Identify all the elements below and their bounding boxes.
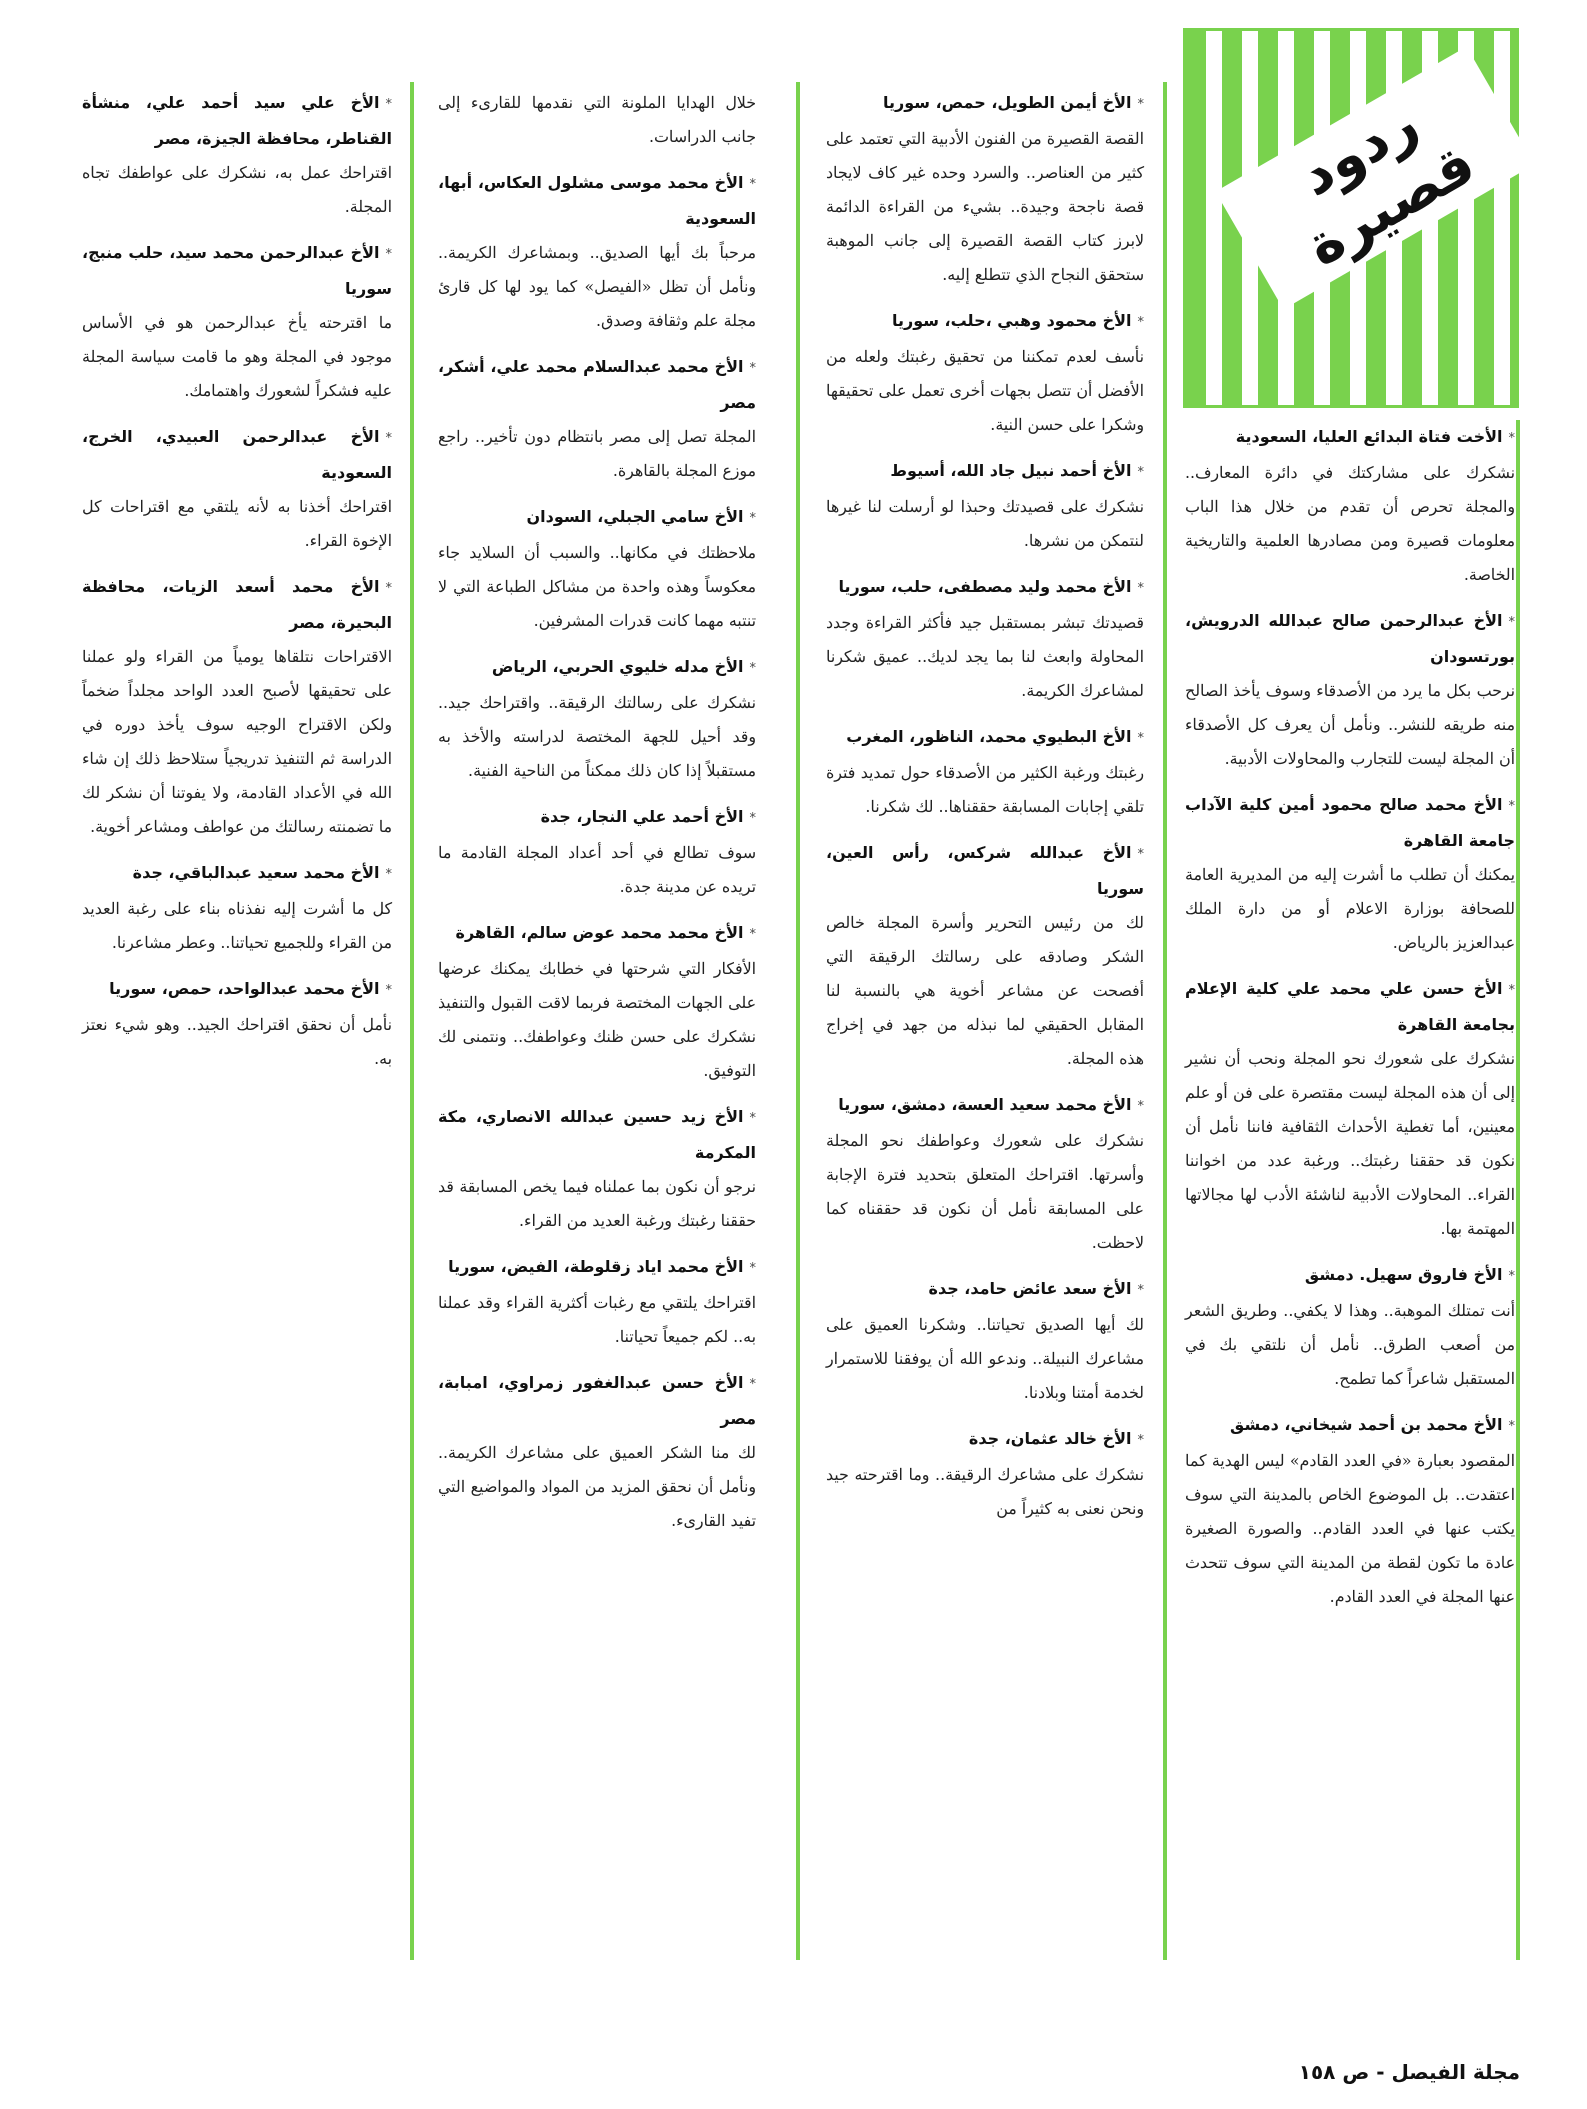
reply-text: نشكرك على قصيدتك وحبذا لو أرسلت لنا غيرها لنتمكن من نشرها.: [826, 497, 1144, 550]
reply-recipient: [826, 304, 1144, 340]
reply-recipient: [1185, 420, 1515, 456]
recipient-name: الأخ خالد عثمان، جدة: [968, 1429, 1132, 1448]
column-divider: [796, 82, 800, 1960]
asterisk-icon: *: [1137, 1099, 1144, 1114]
asterisk-icon: *: [1137, 465, 1144, 480]
reply-text: نشكرك على رسالتك الرقيقة.. واقتراحك جيد.. وقد أحيل للجهة المختصة لدراسته والأخذ به مستقبلاً إذا كان ذلك ممكناً من الناحية الفنية.: [438, 693, 756, 780]
recipient-name: الأخ محمد عبدالسلام محمد علي، أشكر، مصر: [438, 357, 756, 412]
asterisk-icon: *: [1137, 315, 1144, 330]
recipient-name: الأخ عبدالرحمن محمد سيد، حلب منبج، سوريا: [82, 243, 392, 298]
recipient-name: الأخ البطيوي محمد، الناظور، المغرب: [846, 727, 1132, 746]
letter-reply: [826, 1272, 1144, 1410]
reply-recipient: [1185, 972, 1515, 1042]
asterisk-icon: *: [385, 431, 392, 446]
reply-recipient: [1185, 604, 1515, 674]
letter-reply: [826, 1422, 1144, 1526]
reply-recipient: [826, 86, 1144, 122]
recipient-name: الأخ محمد سعيد العسة، دمشق، سوريا: [838, 1095, 1132, 1114]
text-column-2: [826, 86, 1144, 1538]
reply-recipient: [82, 236, 392, 306]
letter-reply: [82, 86, 392, 224]
letter-reply: [438, 1250, 756, 1354]
reply-text: نشكرك على شعورك نحو المجلة ونحب أن نشير إلى أن هذه المجلة ليست مقتصرة على فن أو علم معينين، أما تغطية الأحداث الثقافية فاننا نأمل أن نكون قد حققنا رغبتك.. ورغبة عدد من اخواننا القراء.. المحاولات الأدبية لناشئة الأدب لها مجالاتها المهتمة بها.: [1185, 1049, 1515, 1238]
recipient-name: الأخ سامي الجبلي، السودان: [526, 507, 744, 526]
asterisk-icon: *: [749, 511, 756, 526]
recipient-name: الأخ زيد حسين عبدالله الانصاري، مكة المكرمة: [438, 1107, 756, 1162]
reply-recipient: [82, 972, 392, 1008]
reply-text: لك أيها الصديق تحياتنا.. وشكرنا العميق على مشاعرك النبيلة.. وندعو الله أن يوفقنا للاستمرار لخدمة أمتنا وبلادنا.: [826, 1315, 1144, 1402]
reply-text: يمكنك أن تطلب ما أشرت إليه من المديرية العامة للصحافة بوزارة الاعلام أو من دارة الملك عبدالعزيز بالرياض.: [1185, 865, 1515, 952]
reply-recipient: [1185, 1408, 1515, 1444]
letter-reply: [82, 570, 392, 844]
reply-recipient: [826, 1422, 1144, 1458]
letter-reply: [438, 86, 756, 154]
letter-reply: [826, 304, 1144, 442]
recipient-name: الأخ محمد بن أحمد شيخاني، دمشق: [1230, 1415, 1503, 1434]
asterisk-icon: *: [1137, 581, 1144, 596]
asterisk-icon: *: [1137, 1283, 1144, 1298]
letter-reply: [438, 800, 756, 904]
reply-recipient: [438, 650, 756, 686]
reply-text: خلال الهدايا الملونة التي نقدمها للقارىء إلى جانب الدراسات.: [438, 93, 756, 146]
letter-reply: [826, 1088, 1144, 1260]
asterisk-icon: *: [749, 1111, 756, 1126]
letter-reply: [82, 856, 392, 960]
letter-reply: [826, 570, 1144, 708]
letter-reply: [438, 166, 756, 338]
recipient-name: الأخ علي سيد أحمد علي، منشأة القناطر، محافظة الجيزة، مصر: [82, 93, 392, 148]
reply-text: مرحباً بك أيها الصديق.. وبمشاعرك الكريمة.. ونأمل أن تظل «الفيصل» كما يود لها كل قارئ مجلة علم وثقافة وصدق.: [438, 243, 756, 330]
column-divider: [410, 82, 414, 1960]
recipient-name: الأخ محمد صالح محمود أمين كلية الآداب جامعة القاهرة: [1185, 795, 1515, 850]
letter-reply: [438, 1366, 756, 1538]
recipient-name: الأخ محمود وهبي ،حلب، سوريا: [891, 311, 1132, 330]
letter-reply: [1185, 1258, 1515, 1396]
reply-recipient: [438, 916, 756, 952]
recipient-name: الأخ عبدالرحمن صالح عبدالله الدرويش، بورتسودان: [1185, 611, 1515, 666]
page-footer: مجلة الفيصل - ص ١٥٨: [1298, 2060, 1520, 2084]
reply-recipient: [1185, 1258, 1515, 1294]
recipient-name: الأخ فاروق سهيل. دمشق: [1304, 1265, 1503, 1284]
recipient-name: الأخ سعد عائض حامد، جدة: [928, 1279, 1132, 1298]
letter-reply: [1185, 788, 1515, 960]
letter-reply: [438, 1100, 756, 1238]
column-divider: [1516, 420, 1520, 1960]
reply-text: المجلة تصل إلى مصر بانتظام دون تأخير.. راجع موزع المجلة بالقاهرة.: [438, 427, 756, 480]
reply-text: نشكرك على مشاركتك في دائرة المعارف.. والمجلة تحرص أن تقدم من خلال هذا الباب معلومات قصيرة ومن مصادرها العلمية والتاريخية الخاصة.: [1185, 463, 1515, 584]
asterisk-icon: *: [749, 1261, 756, 1276]
letter-reply: [1185, 972, 1515, 1246]
asterisk-icon: *: [749, 361, 756, 376]
reply-text: نأسف لعدم تمكننا من تحقيق رغبتك ولعله من الأفضل أن تتصل بجهات أخرى تعمل على تحقيقها وشكرا على حسن النية.: [826, 347, 1144, 434]
asterisk-icon: *: [385, 247, 392, 262]
reply-recipient: [826, 454, 1144, 490]
asterisk-icon: *: [749, 927, 756, 942]
letter-reply: [826, 836, 1144, 1076]
asterisk-icon: *: [385, 983, 392, 998]
asterisk-icon: *: [749, 811, 756, 826]
reply-text: رغبتك ورغبة الكثير من الأصدقاء حول تمديد فترة تلقي إجابات المسابقة حققناها.. لك شكرنا.: [826, 763, 1144, 816]
recipient-name: الأخ محمد أسعد الزيات، محافظة البحيرة، مصر: [82, 577, 392, 632]
text-column-1: [1185, 420, 1515, 1626]
reply-text: لك منا الشكر العميق على مشاعرك الكريمة.. ونأمل أن نحقق المزيد من المواد والمواضيع التي تفيد القارىء.: [438, 1443, 756, 1530]
reply-recipient: [826, 836, 1144, 906]
reply-recipient: [438, 800, 756, 836]
recipient-name: الأخ محمد سعيد عبدالباقي، جدة: [132, 863, 380, 882]
reply-text: سوف تطالع في أحد أعداد المجلة القادمة ما تريده عن مدينة جدة.: [438, 843, 756, 896]
recipient-name: الأخ مدله خليوي الحربي، الرياض: [491, 657, 744, 676]
reply-text: الأفكار التي شرحتها في خطابك يمكنك عرضها على الجهات المختصة فربما لاقت القبول والتنفيذ نشكرك على حسن ظنك وعواطفك.. ونتمنى لك التوفيق.: [438, 959, 756, 1080]
asterisk-icon: *: [1508, 1269, 1515, 1284]
reply-recipient: [438, 1366, 756, 1436]
recipient-name: الأخ محمد موسى مشلول العكاس، أبها، السعودية: [438, 173, 756, 228]
column-divider: [1163, 82, 1167, 1960]
reply-recipient: [438, 166, 756, 236]
asterisk-icon: *: [1508, 431, 1515, 446]
reply-recipient: [82, 570, 392, 640]
reply-recipient: [826, 570, 1144, 606]
asterisk-icon: *: [385, 581, 392, 596]
reply-text: أنت تمتلك الموهبة.. وهذا لا يكفي.. وطريق الشعر من أصعب الطرق.. نأمل أن نلتقي بك في المستقبل شاعراً كما تطمح.: [1185, 1301, 1515, 1388]
asterisk-icon: *: [1508, 1419, 1515, 1434]
letter-reply: [1185, 604, 1515, 776]
reply-recipient: [438, 1250, 756, 1286]
letter-reply: [438, 650, 756, 788]
recipient-name: الأخ محمد عبدالواحد، حمص، سوريا: [109, 979, 380, 998]
recipient-name: الأخ محمد وليد مصطفى، حلب، سوريا: [838, 577, 1132, 596]
reply-text: لك من رئيس التحرير وأسرة المجلة خالص الشكر وصادقه على رسالتك الرقيقة التي أفصحت عن مشاعر أخوية هي بالنسبة لنا المقابل الحقيقي لما نبذله من جهد في إخراج هذه المجلة.: [826, 913, 1144, 1068]
asterisk-icon: *: [749, 661, 756, 676]
text-column-3: [438, 86, 756, 1550]
reply-recipient: [826, 1088, 1144, 1124]
recipient-name: الأخت فتاة البدائع العليا، السعودية: [1235, 427, 1503, 446]
letter-reply: [826, 86, 1144, 292]
recipient-name: الأخ أيمن الطويل، حمص، سوريا: [883, 93, 1132, 112]
letter-reply: [438, 916, 756, 1088]
asterisk-icon: *: [1508, 615, 1515, 630]
asterisk-icon: *: [1508, 799, 1515, 814]
reply-recipient: [438, 1100, 756, 1170]
reply-text: نرحب بكل ما يرد من الأصدقاء وسوف يأخذ الصالح منه طريقه للنشر.. ونأمل أن يعرف كل الأصدقاء أن المجلة ليست للتجارب والمحاولات الأدبية.: [1185, 681, 1515, 768]
reply-text: ملاحظتك في مكانها.. والسبب أن السلايد جاء معكوساً وهذه واحدة من مشاكل الطباعة التي لا تنتبه مهما كانت قدرات المشرفين.: [438, 543, 756, 630]
letter-reply: [826, 720, 1144, 824]
reply-text: ما اقترحته يأخ عبدالرحمن هو في الأساس موجود في المجلة وهو ما قامت سياسة المجلة عليه فشكراً لشعورك واهتمامك.: [82, 313, 392, 400]
reply-text: اقتراحك أخذنا به لأنه يلتقي مع اقتراحات كل الإخوة القراء.: [82, 497, 392, 550]
section-title: ردود قصيرة: [1215, 47, 1534, 310]
asterisk-icon: *: [1137, 97, 1144, 112]
reply-text: نأمل أن نحقق اقتراحك الجيد.. وهو شيء نعتز به.: [82, 1015, 392, 1068]
recipient-name: الأخ أحمد علي النجار، جدة: [540, 807, 744, 826]
asterisk-icon: *: [385, 867, 392, 882]
reply-recipient: [438, 500, 756, 536]
reply-text: اقتراحك عمل به، نشكرك على عواطفك تجاه المجلة.: [82, 163, 392, 216]
asterisk-icon: *: [749, 177, 756, 192]
reply-text: الاقتراحات نتلقاها يومياً من القراء ولو عملنا على تحقيقها لأصبح العدد الواحد مجلداً ضخماً ولكن الاقتراح الوجيه سوف يأخذ دوره في الدراسة ثم التنفيذ تدريجياً ستلاحظ ذلك إن شاء الله في الأعداد القادمة، ولا يفوتنا أن نشكر لك ما تضمنته رسالتك من عواطف ومشاعر أخوية.: [82, 647, 392, 836]
asterisk-icon: *: [1508, 983, 1515, 998]
recipient-name: الأخ محمد اياد زقلوطة، الفيض، سوريا: [448, 1257, 744, 1276]
letter-reply: [438, 350, 756, 488]
letter-reply: [82, 420, 392, 558]
recipient-name: الأخ محمد محمد عوض سالم، القاهرة: [455, 923, 744, 942]
reply-text: نشكرك على مشاعرك الرقيقة.. وما اقترحته جيد ونحن نعنى به كثيراً من: [826, 1465, 1144, 1518]
recipient-name: الأخ حسن علي محمد علي كلية الإعلام بجامعة القاهرة: [1185, 979, 1515, 1034]
reply-text: المقصود بعبارة «في العدد القادم» ليس الهدية كما اعتقدت.. بل الموضوع الخاص بالمدينة التي سوف يكتب عنها في العدد القادم.. والصورة الصغيرة عادة ما تكون لقطة من المدينة التي سوف تتحدث عنها المجلة في العدد القادم.: [1185, 1451, 1515, 1606]
recipient-name: الأخ حسن عبدالغفور زمراوي، امبابة، مصر: [438, 1373, 756, 1428]
asterisk-icon: *: [1137, 847, 1144, 862]
text-column-4: [82, 86, 392, 1088]
reply-text: قصيدتك تبشر بمستقبل جيد فأكثر القراءة وجدد المحاولة وابعث لنا بما يجد لديك.. عميق شكرنا لمشاعرك الكريمة.: [826, 613, 1144, 700]
letter-reply: [1185, 420, 1515, 592]
letter-reply: [1185, 1408, 1515, 1614]
reply-recipient: [826, 1272, 1144, 1308]
reply-recipient: [438, 350, 756, 420]
asterisk-icon: *: [385, 97, 392, 112]
reply-recipient: [1185, 788, 1515, 858]
letter-reply: [82, 972, 392, 1076]
reply-recipient: [82, 420, 392, 490]
recipient-name: الأخ عبدالله شركس، رأس العين، سوريا: [826, 843, 1144, 898]
reply-recipient: [82, 86, 392, 156]
recipient-name: الأخ عبدالرحمن العبيدي، الخرج، السعودية: [82, 427, 392, 482]
reply-recipient: [826, 720, 1144, 756]
asterisk-icon: *: [749, 1377, 756, 1392]
asterisk-icon: *: [1137, 1433, 1144, 1448]
letter-reply: [82, 236, 392, 408]
asterisk-icon: *: [1137, 731, 1144, 746]
reply-text: القصة القصيرة من الفنون الأدبية التي تعتمد على كثير من العناصر.. والسرد وحده غير كاف لايجاد قصة ناجحة وجيدة.. بشيء من القراءة الدائمة لابرز كتاب القصة القصيرة إلى جانب الموهبة ستحقق النجاح الذي تتطلع إليه.: [826, 129, 1144, 284]
reply-recipient: [82, 856, 392, 892]
reply-text: نشكرك على شعورك وعواطفك نحو المجلة وأسرتها. اقتراحك المتعلق بتحديد فترة الإجابة على المسابقة نأمل أن نكون قد حققناه كما لاحظت.: [826, 1131, 1144, 1252]
reply-text: اقتراحك يلتقي مع رغبات أكثرية القراء وقد عملنا به.. لكم جميعاً تحياتنا.: [438, 1293, 756, 1346]
recipient-name: الأخ أحمد نبيل جاد الله، أسيوط: [890, 461, 1132, 480]
reply-text: نرجو أن نكون بما عملناه فيما يخص المسابقة قد حققنا رغبتك ورغبة العديد من القراء.: [438, 1177, 756, 1230]
letter-reply: [826, 454, 1144, 558]
reply-text: كل ما أشرت إليه نفذناه بناء على رغبة العديد من القراء وللجميع تحياتنا.. وعطر مشاعرنا.: [82, 899, 392, 952]
letter-reply: [438, 500, 756, 638]
